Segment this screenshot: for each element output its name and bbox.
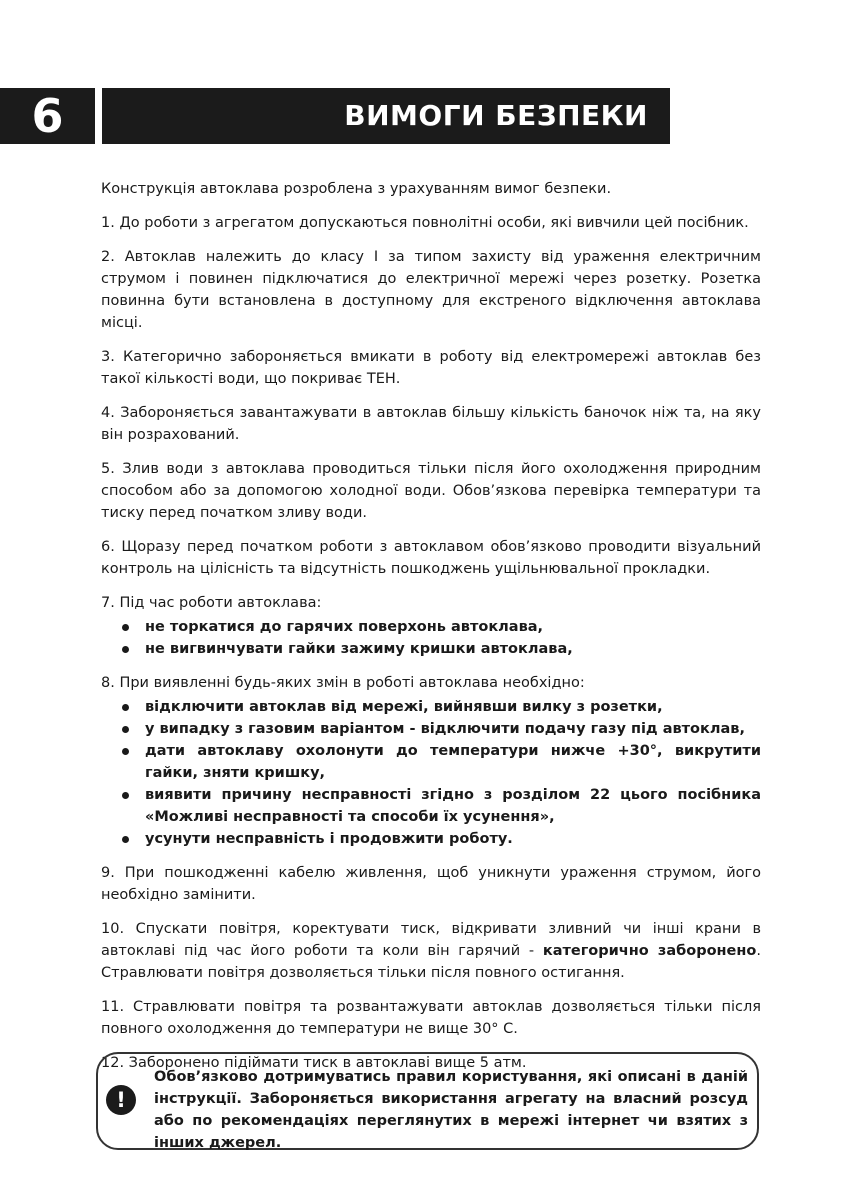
rule-7-list bbox=[101, 616, 761, 660]
rule-12: 12. Заборонено підіймати тиск в автоклаві вище 5 атм. bbox=[101, 1055, 527, 1071]
rule-3: 3. Категорично забороняється вмикати в роботу від електромережі автоклав без такої кількості води, що покриває ТЕН. bbox=[101, 349, 761, 387]
section-number: 6 bbox=[0, 88, 95, 144]
rule-10-emphasis: категорично заборонено bbox=[542, 943, 757, 959]
section-title-bar bbox=[102, 88, 670, 144]
list-item: дати автоклаву охолонути до температури нижче +30°, викрутити гайки, зняти кришку, bbox=[145, 740, 761, 784]
list-item: відключити автоклав від мережі, вийнявши вилку з розетки, bbox=[145, 696, 761, 718]
rule-10 bbox=[101, 918, 761, 984]
rule-11: 11. Стравлювати повітря та розвантажувати автоклав дозволяється тільки після повного охолодження до температури не вище 30° С. bbox=[101, 999, 761, 1037]
list-item: усунути несправність і продовжити роботу. bbox=[145, 828, 761, 850]
list-item: у випадку з газовим варіантом - відключити подачу газу під автоклав, bbox=[145, 718, 761, 740]
warning-text: Обов’язково дотримуватись правил користування, які описані в даній інструкції. Забороняється використання агрегату на власний розсуд або по рекомендаціях переглянутих в мережі інтернет чи взятих з інших джерел. bbox=[154, 1069, 748, 1151]
rule-5: 5. Злив води з автоклава проводиться тільки після його охолодження природним способом або за допомогою холодної води. Обов’язкова перевірка температури та тиску перед початком зливу води. bbox=[101, 461, 761, 521]
rule-1: 1. До роботи з агрегатом допускаються повнолітні особи, які вивчили цей посібник. bbox=[101, 215, 749, 231]
list-item: не вигвинчувати гайки зажиму кришки автоклава, bbox=[145, 638, 761, 660]
list-item: виявити причину несправності згідно з розділом 22 цього посібника «Можливі несправності та способи їх усунення», bbox=[145, 784, 761, 828]
document-body bbox=[101, 178, 761, 1086]
rule-2: 2. Автоклав належить до класу I за типом захисту від ураження електричним струмом і повинен підключатися до електричної мережі через розетку. Розетка повинна бути встановлена в доступному для екстреного відключення автоклава місці. bbox=[101, 249, 761, 331]
rule-8-list bbox=[101, 696, 761, 850]
section-title: ВИМОГИ БЕЗПЕКИ bbox=[344, 99, 648, 132]
rule-6: 6. Щоразу перед початком роботи з автоклавом обов’язково проводити візуальний контроль на цілісність та відсутність пошкоджень ущільнювальної прокладки. bbox=[101, 539, 761, 577]
rule-10-text-b: . Стравлювати повітря дозволяється тільки після повного остигання. bbox=[101, 943, 761, 981]
rule-10-text-a: 10. Спускати повітря, коректувати тиск, відкривати зливний чи інші крани в автоклаві під час його роботи та коли він гарячий - bbox=[101, 921, 761, 959]
rule-7: 7. Під час роботи автоклава: bbox=[101, 595, 322, 611]
rule-4: 4. Забороняється завантажувати в автоклав більшу кількість баночок ніж та, на яку він розрахований. bbox=[101, 405, 761, 443]
rule-8: 8. При виявленні будь-яких змін в роботі автоклава необхідно: bbox=[101, 675, 585, 691]
list-item: не торкатися до гарячих поверхонь автоклава, bbox=[145, 616, 761, 638]
exclamation-icon: ! bbox=[106, 1085, 136, 1115]
intro-paragraph: Конструкція автоклава розроблена з урахуванням вимог безпеки. bbox=[101, 181, 612, 197]
rule-9: 9. При пошкодженні кабелю живлення, щоб уникнути ураження струмом, його необхідно замінити. bbox=[101, 865, 761, 903]
warning-notice bbox=[96, 1052, 759, 1150]
